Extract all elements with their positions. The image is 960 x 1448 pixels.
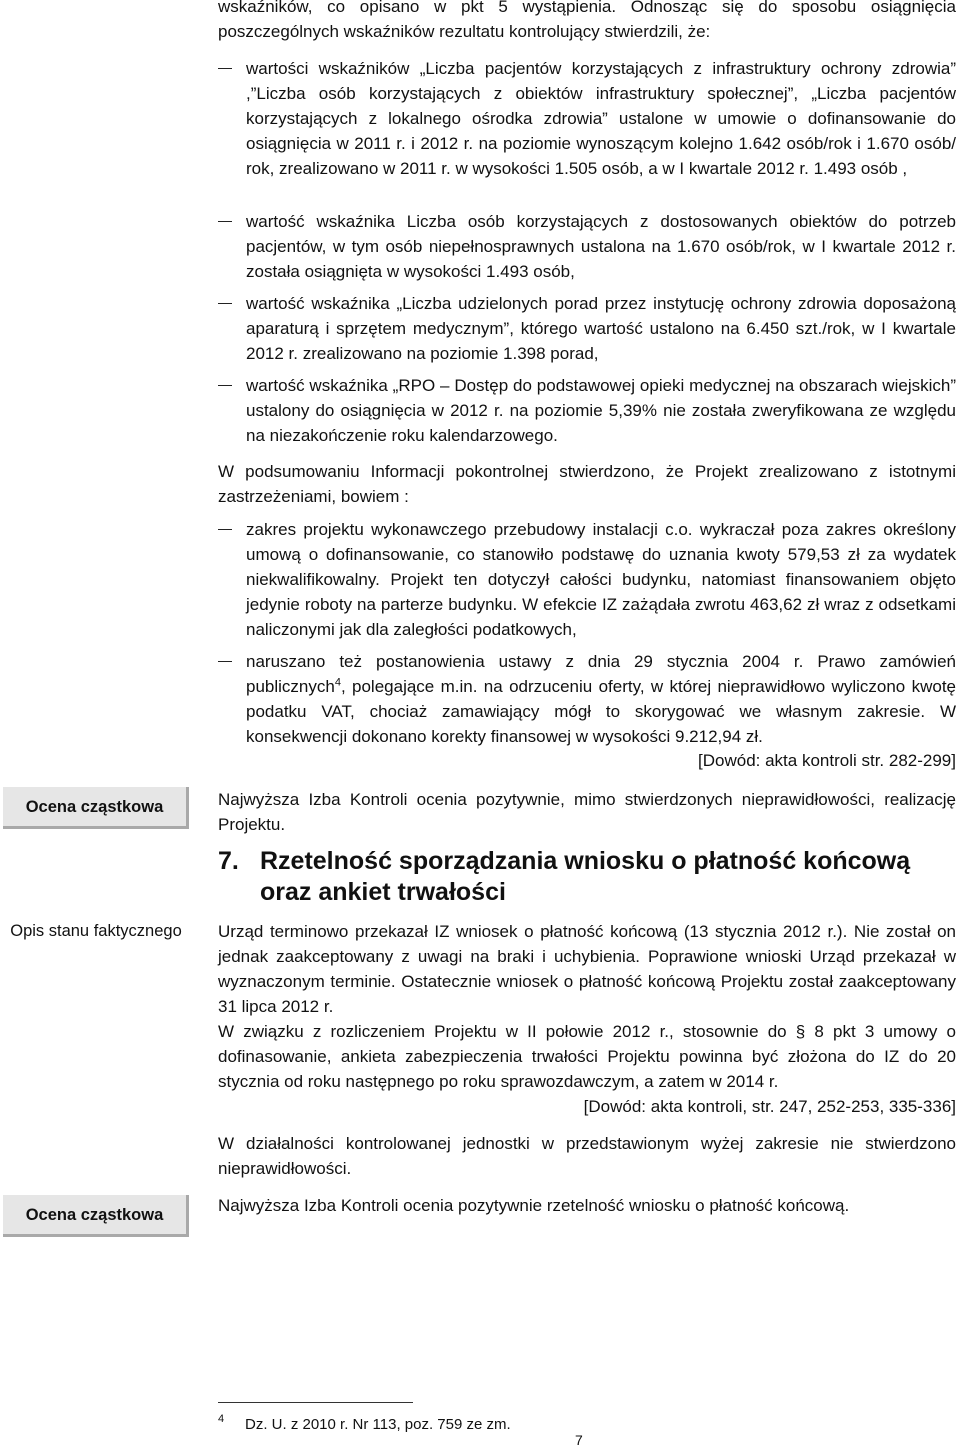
footnote-text: Dz. U. z 2010 r. Nr 113, poz. 759 ze zm.	[245, 1416, 511, 1433]
summary-paragraph: W podsumowaniu Informacji pokontrolnej stwierdzono, że Projekt zrealizowano z istotnymi zastrzeżeniami, bowiem :	[218, 462, 956, 506]
assessment-paragraph: Najwyższa Izba Kontroli ocenia pozytywnie, mimo stwierdzonych nieprawidłowości, realizację Projektu.	[218, 790, 956, 834]
intro-paragraph: wskaźników, co opisano w pkt 5 wystąpienia. Odnosząc się do sposobu osiągnięcia poszczególnych wskaźników rezultatu kontrolujący stwierdzili, że:	[218, 0, 956, 41]
side-label-facts: Opis stanu faktycznego	[10, 922, 182, 940]
indicator-text: wartość wskaźnika „Liczba udzielonych porad przez instytucję ochrony zdrowia doposażoną aparaturą i sprzętem medycznym”, którego wartość ustalono na 6.450 szt./rok, w I kwartale 2012 r. zrealizowano na poziomie 1.398 porad,	[246, 294, 956, 363]
dash-bullet	[218, 68, 232, 69]
section-title: Rzetelność sporządzania wniosku o płatność końcową oraz ankiet trwałości	[260, 847, 911, 906]
page-number: 7	[575, 1432, 583, 1448]
indicator-text: wartość wskaźnika „RPO – Dostęp do podstawowej opieki medycznej na obszarach wiejskich” ustalony do osiągnięcia w 2012 r. na poziomie 5,39% nie została zweryfikowana ze względu na niezakończenie roku kalendarzowego.	[246, 376, 956, 445]
footnote-number: 4	[218, 1413, 225, 1425]
facts-paragraph: Urząd terminowo przekazał IZ wniosek o płatność końcową (13 stycznia 2012 r.). Nie został on jednak zaakceptowany z uwagi na braki i uchybienia. Poprawione wnioski Urząd przekazał w wyznaczonym terminie. Ostatecznie wniosek o płatność końcową Projektu został zaakceptowany 31 lipca 2012 r.	[218, 922, 956, 1016]
indicator-text: wartości wskaźników „Liczba pacjentów korzystających z infrastruktury ochrony zdrowia” ,”Liczba osób korzystających z obiektów infrastruktury społecznej”, „Liczba pacjentów korzystających z lokalnego ośrodka zdrowia” ustalone w umowie o dofinansowanie do osiągnięcia w 2011 r. i 2012 r. na poziomie wynoszącym kolejno 1.642 osób/rok i 1.670 osób/ rok, zrealizowano w 2011 r. w wysokości 1.505 osób, a w I kwartale 2012 r. 1.493 osób ,	[246, 59, 956, 178]
reservation-text	[246, 649, 956, 749]
dash-bullet	[218, 661, 232, 662]
side-label-partial-assessment: Ocena cząstkowa	[3, 1195, 189, 1237]
reservation-text-part: , polegające m.in. na odrzuceniu oferty, w której nieprawidłowo wyliczono kwotę podatku VAT, chociaż zamawiający mógł to skorygować we własnym zakresie. W konsekwencji dokonano korekty finansowej w wysokości 9.212,94 zł.	[246, 677, 956, 746]
conclusion-paragraph: W działalności kontrolowanej jednostki w przedstawionym wyżej zakresie nie stwierdzono nieprawidłowości.	[218, 1134, 956, 1178]
assessment-paragraph: Najwyższa Izba Kontroli ocenia pozytywnie rzetelność wniosku o płatność końcową.	[218, 1196, 850, 1215]
reservation-text-part: naruszano też postanowienia ustawy z dnia 29 stycznia 2004 r. Prawo zamówień publicznych	[246, 652, 956, 696]
facts-paragraph: W związku z rozliczeniem Projektu w II połowie 2012 r., stosownie do § 8 pkt 3 umowy o dofinasowanie, ankieta zabezpieczenia trwałości Projektu powinna być złożona do IZ do 20 stycznia od roku następnego po roku sprawozdawczym, a zatem w 2014 r.	[218, 1022, 956, 1091]
footnote-ref: 4	[334, 676, 341, 689]
evidence-reference: [Dowód: akta kontroli, str. 247, 252-253, 335-336]	[583, 1097, 956, 1116]
dash-bullet	[218, 303, 232, 304]
dash-bullet	[218, 529, 232, 530]
reservation-text: zakres projektu wykonawczego przebudowy instalacji c.o. wykraczał poza zakres określony umową o dofinansowanie, co stanowiło podstawę do uznania kwoty 579,53 zł za wydatek niekwalifikowalny. Projekt ten dotyczył całości budynku, natomiast finansowaniem objęto jedynie roboty na parterze budynku. W efekcie IZ zażądała zwrotu 463,62 zł wraz z odsetkami naliczonymi jak dla zaległości podatkowych,	[246, 520, 956, 639]
side-label-partial-assessment: Ocena cząstkowa	[3, 787, 189, 829]
dash-bullet	[218, 221, 232, 222]
footnote-divider	[218, 1402, 413, 1403]
indicator-text: wartość wskaźnika Liczba osób korzystających z dostosowanych obiektów do potrzeb pacjentów, w tym osób niepełnosprawnych ustalona na 1.670 osób/rok, w I kwartale 2012 r. została osiągnięta w wysokości 1.493 osób,	[246, 212, 956, 281]
section-number: 7.	[218, 847, 239, 875]
dash-bullet	[218, 385, 232, 386]
evidence-reference: [Dowód: akta kontroli str. 282-299]	[698, 751, 956, 770]
